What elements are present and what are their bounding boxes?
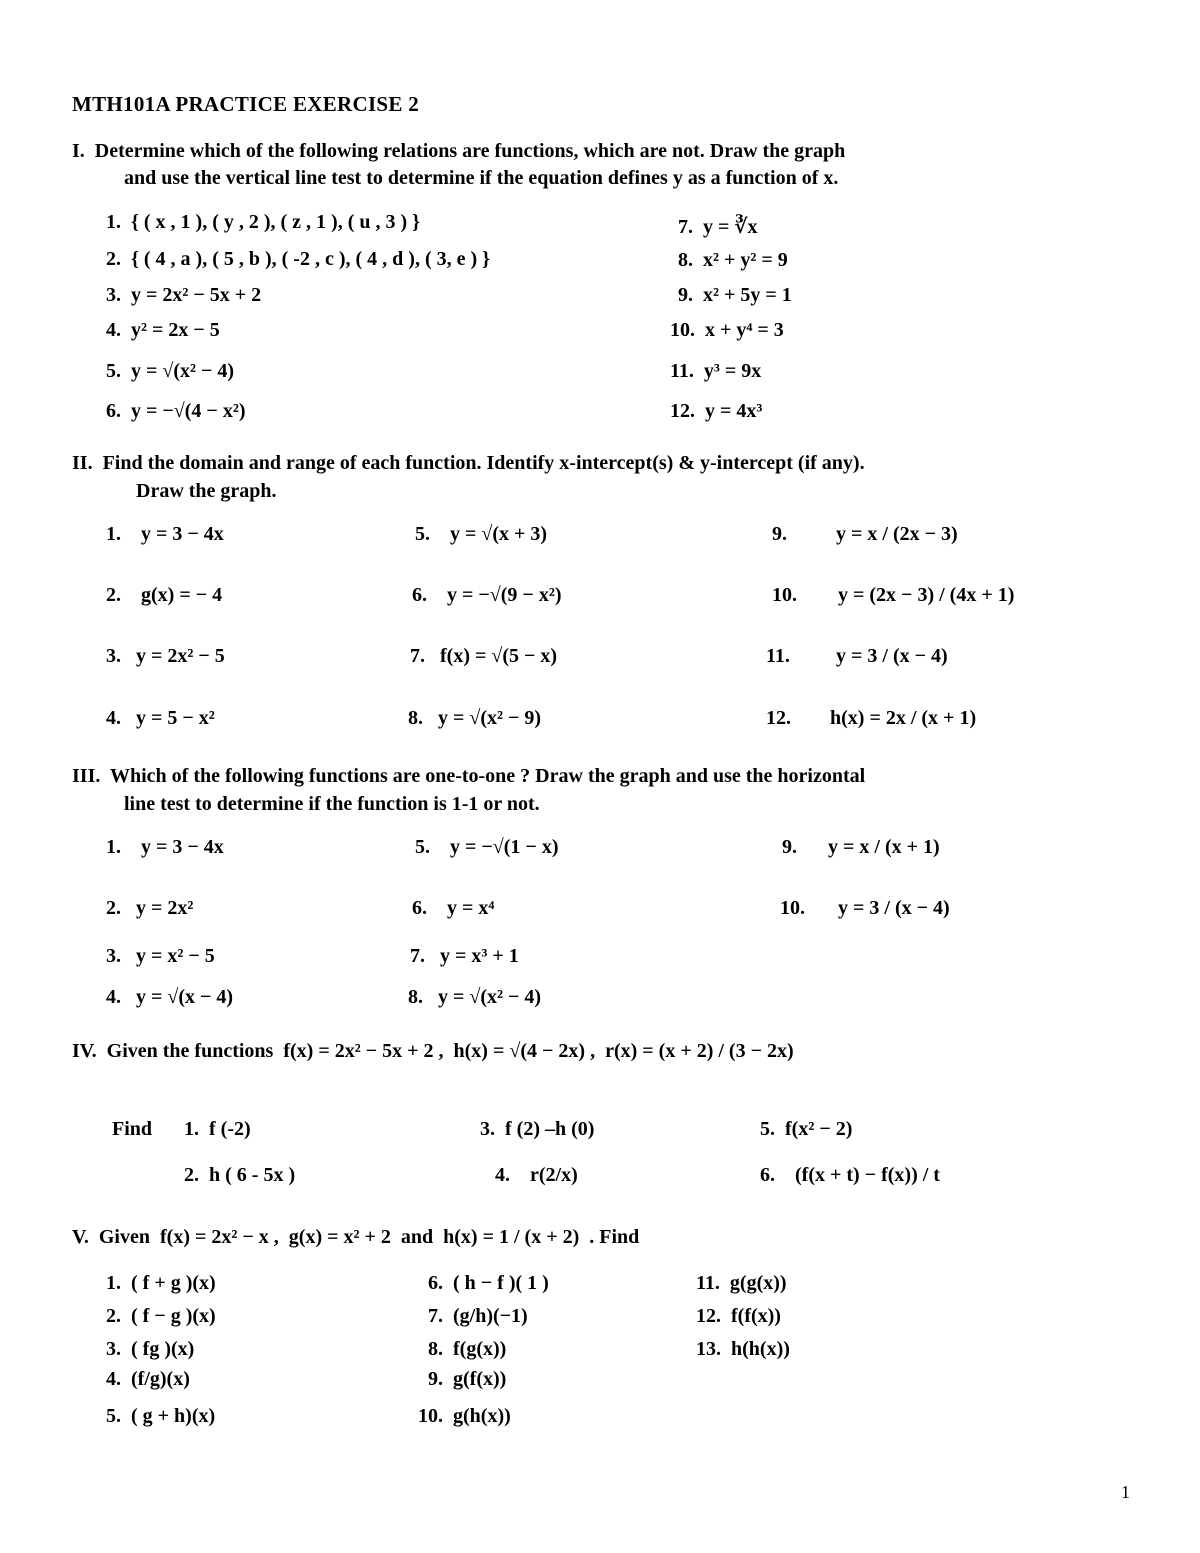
list-item: 5. ( g + h)(x) xyxy=(106,1405,216,1427)
list-item: 1. y = 3 − 4x xyxy=(106,836,224,858)
section-4-heading: IV. Given the functions f(x) = 2x² − 5x + 2 , h(x) = √(4 − 2x) , r(x) = (x + 2) / (3 − 2x) xyxy=(72,1040,794,1062)
list-item: 10. xyxy=(780,897,805,919)
list-item: 8. y = √(x² − 4) xyxy=(408,986,542,1008)
list-item: 1. f (-2) xyxy=(184,1118,251,1140)
list-item: 3. y = 2x² − 5x + 2 xyxy=(106,284,262,306)
section-3-line2: line test to determine if the function is 1-1 or not. xyxy=(124,793,540,815)
list-item: 6. y = −√(9 − x²) xyxy=(412,584,562,606)
list-item: 4. (f/g)(x) xyxy=(106,1368,190,1390)
section-2-label: II. xyxy=(72,452,93,474)
list-item: 1. ( f + g )(x) xyxy=(106,1272,216,1294)
section-3-label: III. xyxy=(72,765,101,787)
find-label: . Find xyxy=(589,1226,640,1248)
and-label: and xyxy=(400,1226,434,1248)
list-item: 5. y = √(x² − 4) xyxy=(106,360,235,382)
function-f: f(x) = 2x² − 5x + 2 xyxy=(283,1040,434,1062)
list-item: 2. y = 2x² xyxy=(106,897,194,919)
section-1-heading xyxy=(72,140,845,163)
section-1-label: I. xyxy=(72,140,85,162)
list-item: 2. g(x) = − 4 xyxy=(106,584,223,606)
section-4-label: IV. xyxy=(72,1040,97,1062)
list-item: 9. x² + 5y = 1 xyxy=(678,284,792,306)
list-item: 12. y = 4x³ xyxy=(670,400,763,422)
section-3-line1: Which of the following functions are one-to-one ? Draw the graph and use the horizontal xyxy=(110,765,866,787)
list-item: 5. y = −√(1 − x) xyxy=(415,836,559,858)
section-1-line1: Determine which of the following relations are functions, which are not. Draw the graph xyxy=(94,140,846,162)
function-g: g(x) = x² + 2 xyxy=(288,1226,391,1248)
list-item: 13. h(h(x)) xyxy=(696,1338,790,1360)
list-item: 2. { ( 4 , a ), ( 5 , b ), ( -2 , c ), ( 4 , d ), ( 3, e ) } xyxy=(106,248,491,270)
list-item: 4. y = 5 − x² xyxy=(106,707,215,729)
list-item: 11. g(g(x)) xyxy=(696,1272,787,1294)
fraction-expression: y = 3 / (x − 4) xyxy=(836,645,948,667)
list-item: 7. (g/h)(−1) xyxy=(428,1305,528,1327)
list-item: 8. y = √(x² − 9) xyxy=(408,707,542,729)
section-5-label: V. xyxy=(72,1226,89,1248)
list-item: 3. y = 2x² − 5 xyxy=(106,645,225,667)
fraction-expression: y = (2x − 3) / (4x + 1) xyxy=(838,584,1015,606)
fraction-expression: y = x / (2x − 3) xyxy=(836,523,958,545)
list-item: 7. y = x³ + 1 xyxy=(410,945,519,967)
function-h: h(x) = √(4 − 2x) xyxy=(453,1040,586,1062)
section-1-line2: and use the vertical line test to determine if the equation defines y as a function of x. xyxy=(124,167,839,189)
find-label: Find xyxy=(112,1118,153,1140)
list-item: 5. y = √(x + 3) xyxy=(415,523,548,545)
list-item: 9. xyxy=(772,523,787,545)
list-item: 3. ( fg )(x) xyxy=(106,1338,195,1360)
section-2-line2: Draw the graph. xyxy=(136,480,277,502)
list-item: 4. y = √(x − 4) xyxy=(106,986,234,1008)
list-item: 11. xyxy=(766,645,790,667)
section-4-intro: Given the functions xyxy=(106,1040,274,1062)
list-item: 1. { ( x , 1 ), ( y , 2 ), ( z , 1 ), ( u , 3 ) } xyxy=(106,211,421,233)
list-item: 3. y = x² − 5 xyxy=(106,945,215,967)
section-3-heading xyxy=(72,765,865,788)
page-title: MTH101A PRACTICE EXERCISE 2 xyxy=(72,92,420,116)
list-item: 1. y = 3 − 4x xyxy=(106,523,224,545)
section-5-heading: V. Given f(x) = 2x² − x , g(x) = x² + 2 and h(x) = 1 / (x + 2) . Find xyxy=(72,1226,640,1248)
list-item: 6. y = x⁴ xyxy=(412,897,495,919)
list-item: 9. xyxy=(782,836,797,858)
fraction-expression: y = x / (x + 1) xyxy=(828,836,940,858)
page-number: 1 xyxy=(1121,1482,1130,1502)
section-5-given: Given xyxy=(98,1226,150,1248)
list-item: 6. (f(x + t) − f(x)) / t xyxy=(760,1164,940,1186)
list-item: 7. y = ∛x xyxy=(678,216,758,238)
list-item: 8. f(g(x)) xyxy=(428,1338,507,1360)
section-2-heading xyxy=(72,452,865,475)
function-h: h(x) = 1 / (x + 2) xyxy=(443,1226,580,1248)
list-item: 4. r(2/x) xyxy=(495,1164,578,1186)
fraction-expression: y = 3 / (x − 4) xyxy=(838,897,950,919)
list-item: 7. f(x) = √(5 − x) xyxy=(410,645,558,667)
list-item: 5. f(x² − 2) xyxy=(760,1118,853,1140)
list-item: 10. x + y⁴ = 3 xyxy=(670,319,784,341)
list-item: 2. h ( 6 - 5x ) xyxy=(184,1164,296,1186)
list-item: 8. x² + y² = 9 xyxy=(678,249,788,271)
list-item: 11. y³ = 9x xyxy=(670,360,762,382)
list-item: 3. f (2) –h (0) xyxy=(480,1118,595,1140)
list-item: 12. xyxy=(766,707,791,729)
list-item: 10. xyxy=(772,584,797,606)
list-item: 9. g(f(x)) xyxy=(428,1368,507,1390)
list-item: 6. ( h − f )( 1 ) xyxy=(428,1272,549,1294)
list-item: 12. f(f(x)) xyxy=(696,1305,781,1327)
function-f: f(x) = 2x² − x xyxy=(160,1226,269,1248)
list-item: 10. g(h(x)) xyxy=(418,1405,511,1427)
fraction-expression: h(x) = 2x / (x + 1) xyxy=(830,707,977,729)
list-item: 2. ( f − g )(x) xyxy=(106,1305,216,1327)
list-item: 6. y = −√(4 − x²) xyxy=(106,400,246,422)
list-item: 4. y² = 2x − 5 xyxy=(106,319,220,341)
function-r: r(x) = (x + 2) / (3 − 2x) xyxy=(605,1040,794,1062)
section-2-line1: Find the domain and range of each function. Identify x-intercept(s) & y-intercept (if any). xyxy=(102,452,865,474)
